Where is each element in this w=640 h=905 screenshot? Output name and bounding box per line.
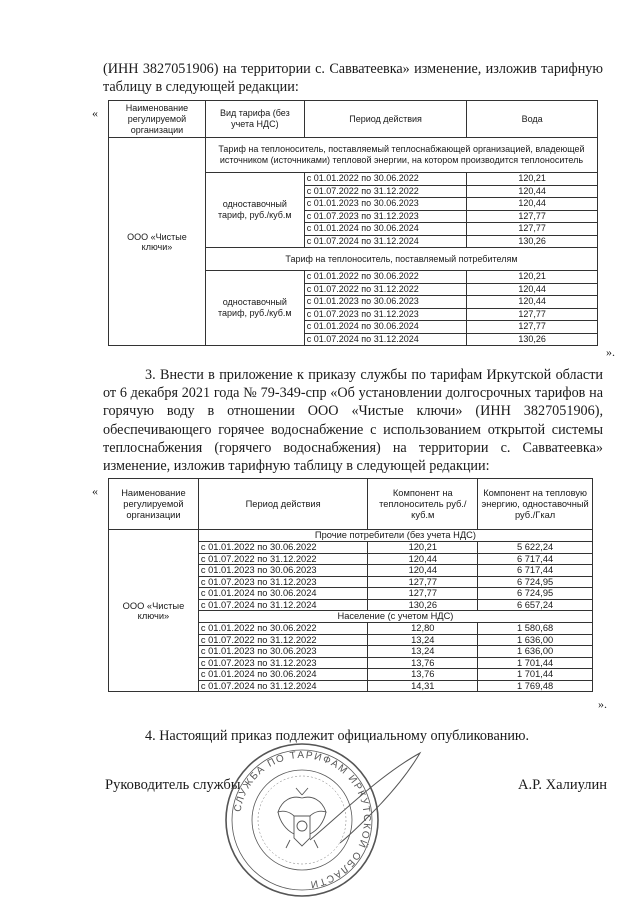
- table1-org-name: ООО «Чистые ключи»: [109, 138, 206, 346]
- signature-name: А.Р. Халиулин: [518, 777, 607, 793]
- table1-period-cell: с 01.01.2022 по 30.06.2022: [304, 271, 467, 284]
- table2-period-cell: с 01.07.2024 по 31.12.2024: [198, 680, 367, 692]
- table1-tariff-label: одноставочный тариф, руб./куб.м: [205, 271, 304, 346]
- table1-header-tariff-type: Вид тарифа (без учета НДС): [205, 101, 304, 138]
- table2-header-carrier: Компонент на теплоноситель руб./куб.м: [368, 479, 478, 530]
- table2-period-cell: с 01.07.2024 по 31.12.2024: [198, 599, 367, 611]
- table1-period-cell: с 01.07.2023 по 31.12.2023: [304, 210, 467, 223]
- table1-value-cell: 120,44: [467, 283, 598, 296]
- table1-period-cell: с 01.01.2023 по 30.06.2023: [304, 198, 467, 211]
- table2-energy-cell: 6 717,44: [478, 565, 593, 577]
- table1-period-cell: с 01.01.2024 по 30.06.2024: [304, 321, 467, 334]
- table2-energy-cell: 1 580,68: [478, 623, 593, 635]
- table1: [108, 100, 598, 346]
- table1-value-cell: 130,26: [467, 333, 598, 346]
- table1-value-cell: 120,21: [467, 271, 598, 284]
- table1-period-cell: с 01.07.2022 по 31.12.2022: [304, 185, 467, 198]
- table2-header-org: Наименование регулируемой организации: [109, 479, 199, 530]
- table1-value-cell: 127,77: [467, 308, 598, 321]
- table2-energy-cell: 1 701,44: [478, 669, 593, 681]
- table2-carrier-cell: 13,24: [368, 634, 478, 646]
- table1-header-period: Период действия: [304, 101, 467, 138]
- svg-text:СЛУЖБА ПО ТАРИФАМ ИРКУТСКОЙ ОБ: [232, 750, 372, 890]
- table1-tariff-label: одноставочный тариф, руб./куб.м: [205, 173, 304, 248]
- table2-carrier-cell: 120,21: [368, 542, 478, 554]
- table2-energy-cell: 6 724,95: [478, 576, 593, 588]
- table2-period-cell: с 01.07.2023 по 31.12.2023: [198, 576, 367, 588]
- table1-quote-open: «: [92, 106, 98, 120]
- table2-carrier-cell: 120,44: [368, 553, 478, 565]
- table1-value-cell: 130,26: [467, 235, 598, 248]
- table2-carrier-cell: 14,31: [368, 680, 478, 692]
- table1-value-cell: 120,44: [467, 296, 598, 309]
- table2-energy-cell: 1 769,48: [478, 680, 593, 692]
- table2-energy-cell: 1 636,00: [478, 634, 593, 646]
- table1-period-cell: с 01.01.2023 по 30.06.2023: [304, 296, 467, 309]
- table1-value-cell: 127,77: [467, 321, 598, 334]
- table2-header-energy: Компонент на тепловую энергию, одноставочный руб./Гкал: [478, 479, 593, 530]
- table2-energy-cell: 5 622,24: [478, 542, 593, 554]
- table2-carrier-cell: 13,76: [368, 657, 478, 669]
- table2-org-name: ООО «Чистые ключи»: [109, 530, 199, 692]
- table2-energy-cell: 1 636,00: [478, 646, 593, 658]
- table2-header-row: [109, 479, 593, 530]
- table1-period-cell: с 01.07.2024 по 31.12.2024: [304, 235, 467, 248]
- table2-period-cell: с 01.01.2024 по 30.06.2024: [198, 669, 367, 681]
- table2-energy-cell: 6 717,44: [478, 553, 593, 565]
- table1-value-cell: 127,77: [467, 210, 598, 223]
- table2: [108, 478, 593, 692]
- table1-header-water: Вода: [467, 101, 598, 138]
- table2-energy-cell: 6 657,24: [478, 599, 593, 611]
- table2-period-cell: с 01.01.2022 по 30.06.2022: [198, 542, 367, 554]
- item3-paragraph: 3. Внести в приложение к приказу службы по тарифам Иркутской области от 6 декабря 2021 года № 79-349-спр «Об установлении долгосрочных тарифов на горячую воду в отношении ООО «Чистые ключи» (ИНН 3827051906), обеспечивающего горячее водоснабжение с использованием открытой системы теплоснабжения (горячего водоснабжения) на территории с. Савватеевка» изменение, изложив тарифную таблицу в следующей редакции:: [103, 367, 603, 475]
- table1-quote-close: ».: [606, 345, 615, 359]
- table1-value-cell: 120,21: [467, 173, 598, 186]
- table2-carrier-cell: 12,80: [368, 623, 478, 635]
- table1-period-cell: с 01.07.2024 по 31.12.2024: [304, 333, 467, 346]
- table2-quote-close: ».: [598, 697, 607, 711]
- table1-section-title: Тариф на теплоноситель, поставляемый теплоснабжающей организацией, владеющей источником (источниками) тепловой энергии, на котором производится теплоноситель: [205, 138, 597, 173]
- table1-section-row: [109, 138, 598, 173]
- table2-section-row: [109, 530, 593, 542]
- table2-period-cell: с 01.01.2023 по 30.06.2023: [198, 646, 367, 658]
- table2-period-cell: с 01.01.2022 по 30.06.2022: [198, 623, 367, 635]
- table1-header-org: Наименование регулируемой организации: [109, 101, 206, 138]
- table2-carrier-cell: 13,24: [368, 646, 478, 658]
- table2-period-cell: с 01.01.2024 по 30.06.2024: [198, 588, 367, 600]
- intro-paragraph: (ИНН 3827051906) на территории с. Савватеевка» изменение, изложив тарифную таблицу в следующей редакции:: [103, 61, 603, 96]
- table2-carrier-cell: 127,77: [368, 588, 478, 600]
- table2-carrier-cell: 127,77: [368, 576, 478, 588]
- table1-period-cell: с 01.01.2024 по 30.06.2024: [304, 223, 467, 236]
- table2-section-title: Население (с учетом НДС): [198, 611, 592, 623]
- table1-value-cell: 127,77: [467, 223, 598, 236]
- item4-paragraph: 4. Настоящий приказ подлежит официальному опубликованию.: [145, 728, 530, 744]
- table1-period-cell: с 01.01.2022 по 30.06.2022: [304, 173, 467, 186]
- table2-carrier-cell: 130,26: [368, 599, 478, 611]
- signature-position: Руководитель службы: [105, 777, 241, 793]
- table1-period-cell: с 01.07.2023 по 31.12.2023: [304, 308, 467, 321]
- table1-header-row: [109, 101, 598, 138]
- table2-carrier-cell: 13,76: [368, 669, 478, 681]
- table2-header-period: Период действия: [198, 479, 367, 530]
- official-seal-icon: [222, 740, 382, 900]
- table2-period-cell: с 01.07.2022 по 31.12.2022: [198, 553, 367, 565]
- table2-period-cell: с 01.07.2022 по 31.12.2022: [198, 634, 367, 646]
- table2-energy-cell: 6 724,95: [478, 588, 593, 600]
- table2-section-title: Прочие потребители (без учета НДС): [198, 530, 592, 542]
- table1-section-title: Тариф на теплоноситель, поставляемый потребителям: [205, 248, 597, 271]
- table2-period-cell: с 01.07.2023 по 31.12.2023: [198, 657, 367, 669]
- table1-value-cell: 120,44: [467, 185, 598, 198]
- table1-value-cell: 120,44: [467, 198, 598, 211]
- table2-energy-cell: 1 701,44: [478, 657, 593, 669]
- table2-quote-open: «: [92, 484, 98, 498]
- table2-carrier-cell: 120,44: [368, 565, 478, 577]
- table2-period-cell: с 01.01.2023 по 30.06.2023: [198, 565, 367, 577]
- table1-period-cell: с 01.07.2022 по 31.12.2022: [304, 283, 467, 296]
- seal-text: СЛУЖБА ПО ТАРИФАМ ИРКУТСКОЙ ОБЛАСТИ: [232, 749, 373, 890]
